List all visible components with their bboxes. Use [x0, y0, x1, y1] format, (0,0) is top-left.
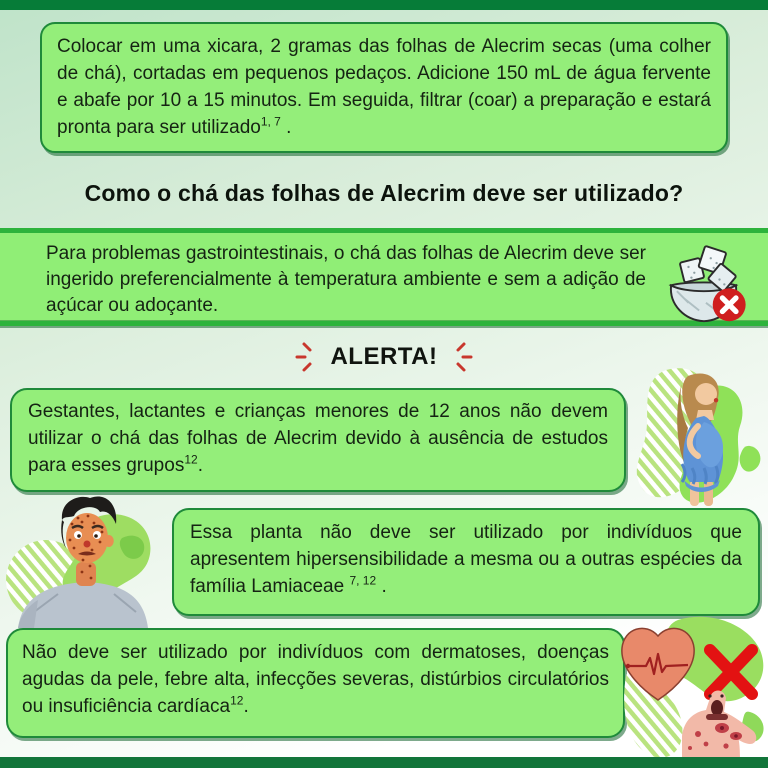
warning-hypersensitivity-body: Essa planta não deve ser utilizado por indivíduos que apresentem hipersensibilidade a mesma ou a outras espécies da família Lamiaceae [190, 522, 742, 597]
heart-prohibited-illustration [618, 616, 768, 758]
usage-heading: Como o chá das folhas de Alecrim deve ser utilizado? [84, 180, 684, 206]
usage-banner-text: Para problemas gastrointestinais, o chá das folhas de Alecrim deve ser ingerido preferencialmente à temperatura ambiente e sem a adição de açúcar ou adoçante. [46, 243, 646, 316]
preparation-box [40, 22, 728, 153]
warning-dermatoses-text [22, 639, 609, 720]
alert-spark-right-icon [450, 340, 474, 374]
warning-hypersensitivity-box [172, 508, 760, 616]
warning-dermatoses-body: Não deve ser utilizado por indivíduos com dermatoses, doenças agudas da pele, febre alta, infecções severas, distúrbios circulatórios ou insuficiência cardíaca [22, 642, 609, 717]
preparation-text [57, 33, 711, 141]
pregnant-woman-illustration [626, 364, 768, 516]
warning-pregnancy-body: Gestantes, lactantes e crianças menores de 12 anos não devem utilizar o chá das folhas de Alecrim devido à ausência de estudos para esses grupos [28, 401, 608, 476]
warning-hypersensitivity-text [190, 519, 742, 600]
reference-superscript: 7, 12 [349, 573, 377, 588]
warning-hypersensitivity-suffix: . [376, 576, 387, 597]
sugar-bowl-icon [654, 235, 754, 327]
warning-dermatoses-box [6, 628, 625, 738]
usage-banner [0, 228, 768, 326]
preparation-suffix: . [280, 117, 292, 138]
reference-superscript: 1, 7 [260, 114, 281, 129]
man-with-rash-illustration [4, 494, 168, 628]
alert-spark-left-icon [294, 340, 318, 374]
warning-dermatoses-suffix: . [243, 696, 249, 717]
warning-pregnancy-suffix: . [197, 455, 203, 476]
preparation-body: Colocar em uma xicara, 2 gramas das folhas de Alecrim secas (uma colher de chá), cortadas em pequenos pedaços. Adicione 150 mL de água fervente e abafe por 10 a 15 minutos. Em seguida, filtrar (coar) a preparação e estará pronta para ser utilizado [57, 36, 711, 138]
alert-heading: ALERTA! [330, 343, 438, 370]
top-bar [0, 0, 768, 10]
warning-pregnancy-box [10, 388, 626, 492]
sugar-bowl-prohibited-icon [654, 235, 754, 327]
bottom-bar [0, 757, 768, 768]
warning-pregnancy-text [28, 398, 608, 479]
reference-superscript: 12 [230, 693, 244, 708]
reference-superscript: 12 [184, 452, 198, 467]
